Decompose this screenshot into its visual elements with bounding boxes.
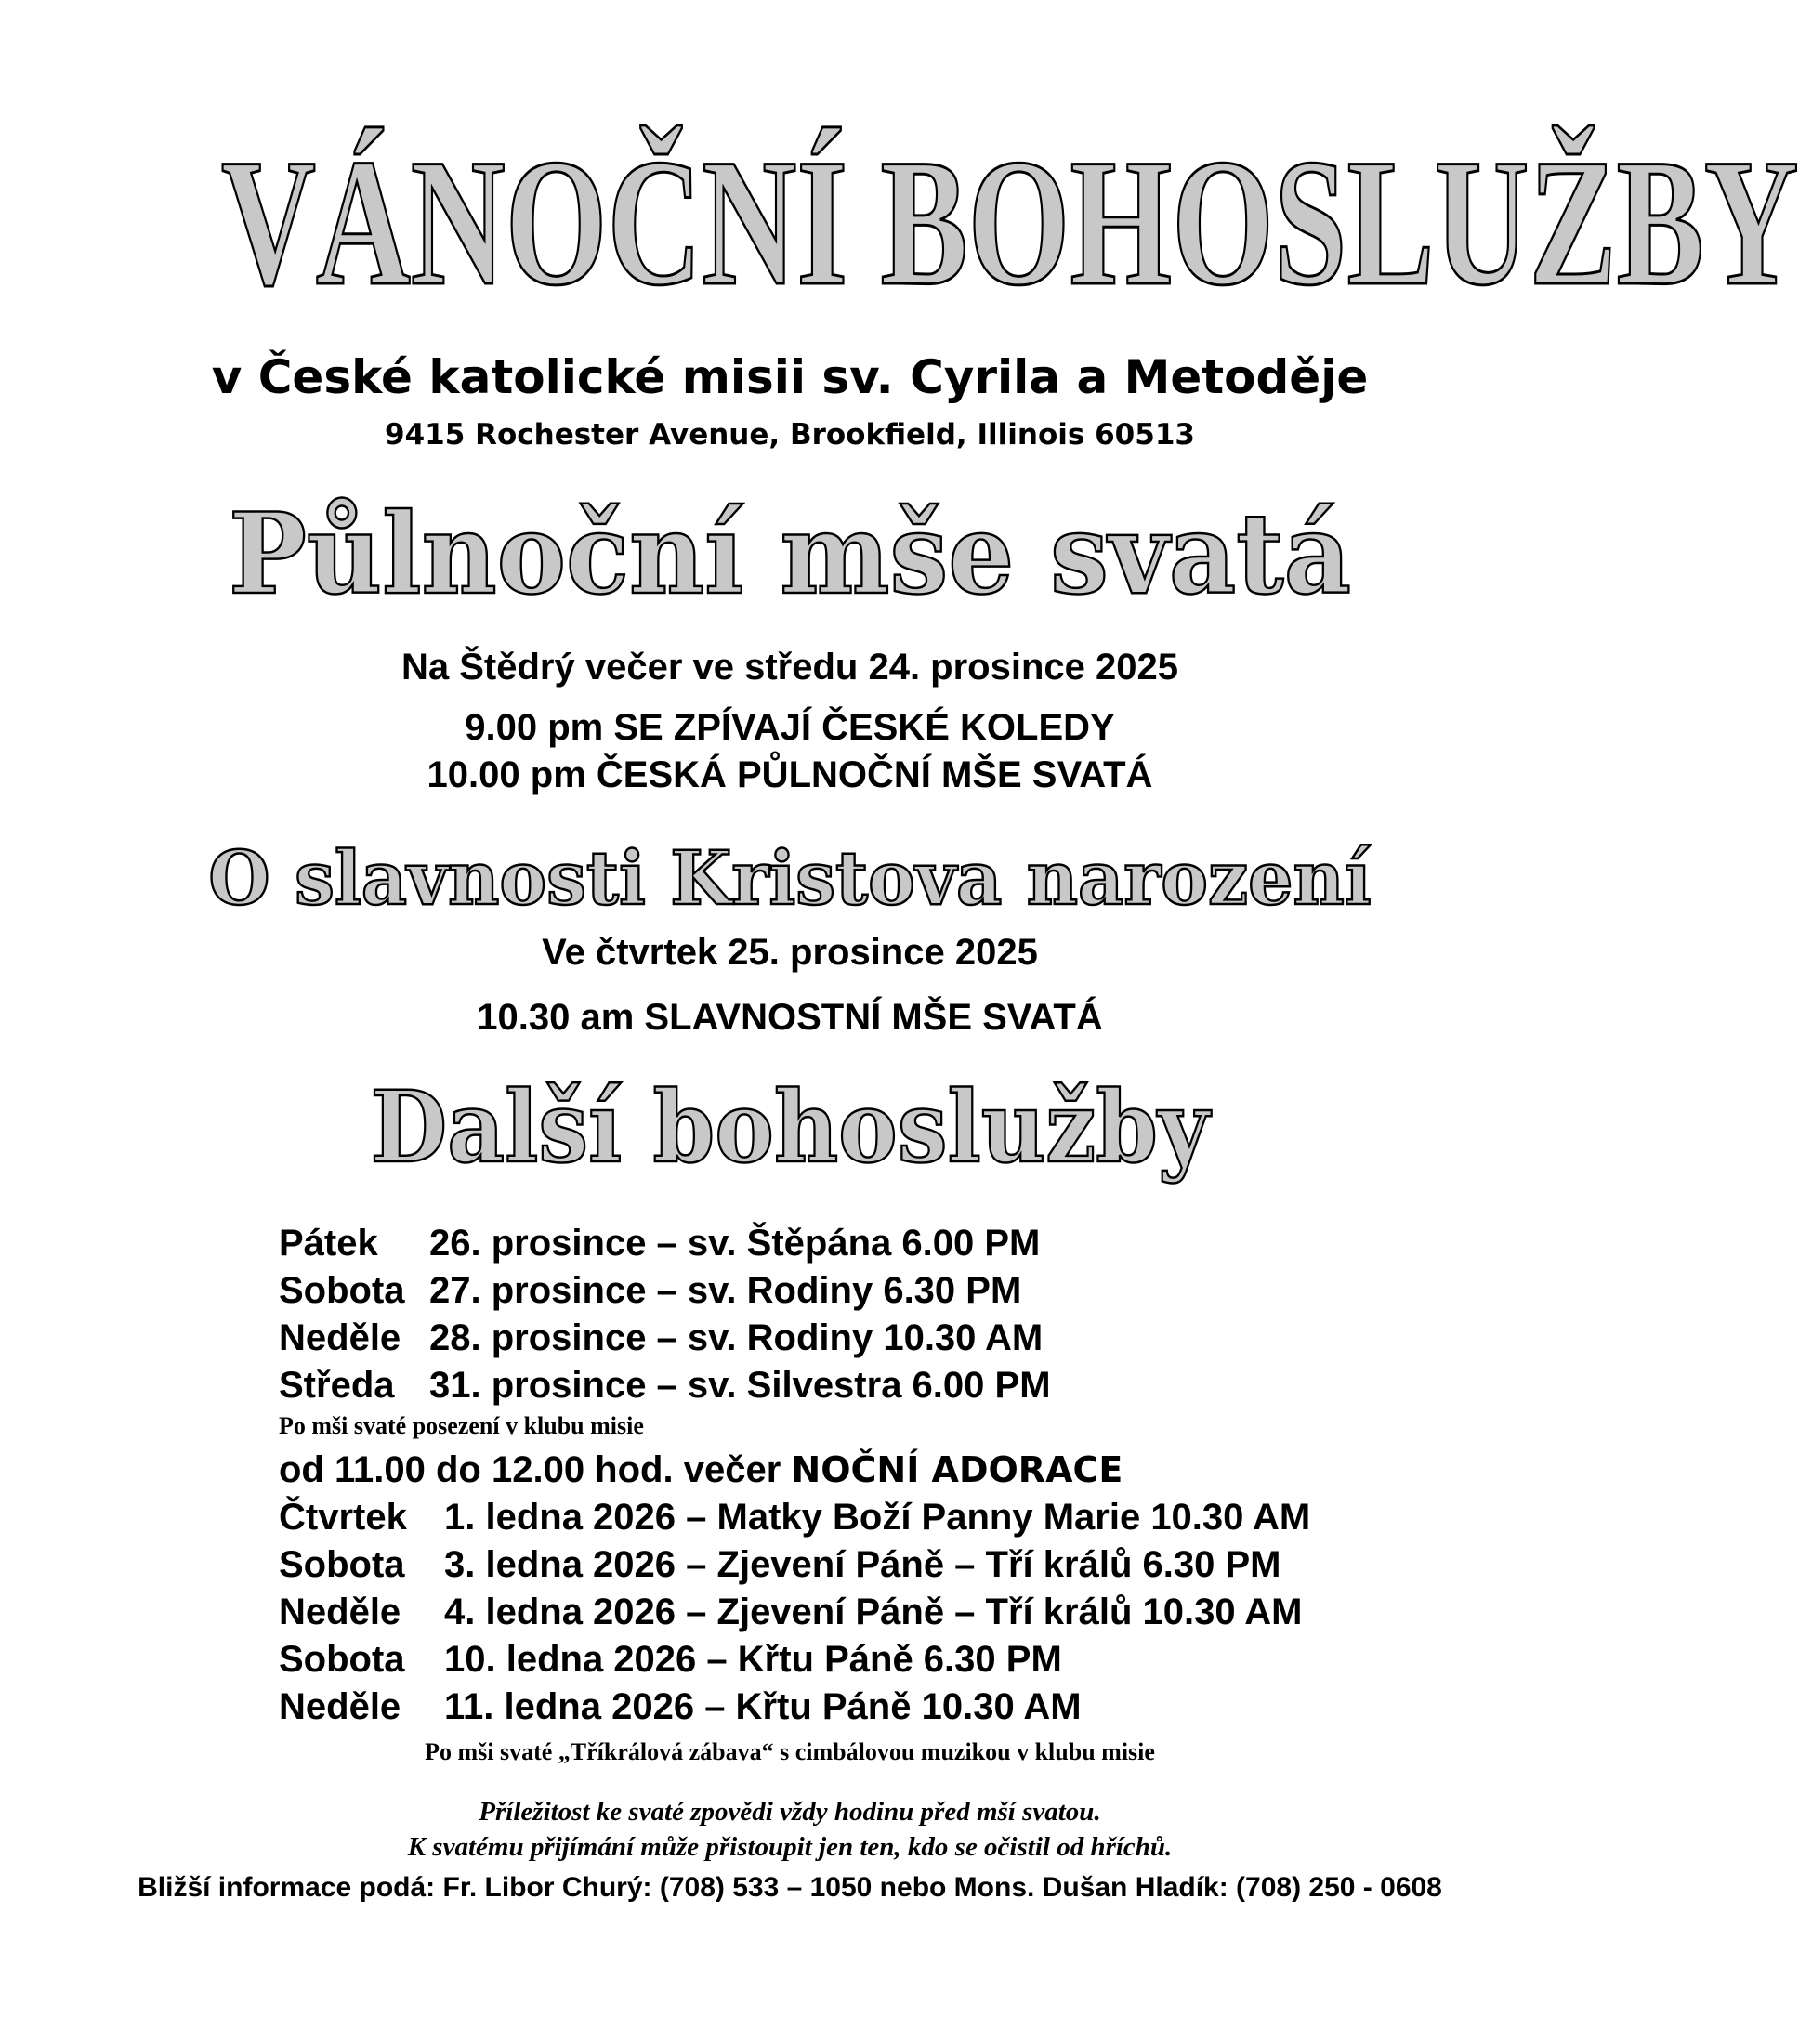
adoration-time: od 11.00 do 12.00 hod. večer (279, 1449, 781, 1490)
service-day: Neděle (279, 1317, 401, 1358)
service-detail: 27. prosince – sv. Rodiny 6.30 PM (429, 1270, 1022, 1311)
christmas-heading: O slavnosti Kristova narození (208, 834, 1372, 922)
adoration-row (279, 1447, 1487, 1494)
epiphany-party-note: Po mši svaté „Tříkrálová zábava“ s cimbálovou muzikou v klubu misie (425, 1738, 1155, 1765)
service-row (279, 1494, 1487, 1541)
service-day: Sobota (279, 1544, 405, 1585)
service-row (279, 1636, 1487, 1684)
contact-footer: Bližší informace podá: Fr. Libor Churý: (708) 533 – 1050 nebo Mons. Dušan Hladík: (708) 250 - 0608 (138, 1872, 1442, 1903)
adoration-label: NOČNÍ ADORACE (791, 1449, 1123, 1490)
service-day: Čtvrtek (279, 1497, 407, 1538)
service-day: Neděle (279, 1686, 401, 1727)
service-row (279, 1220, 1487, 1267)
service-day: Sobota (279, 1270, 405, 1311)
service-row (279, 1589, 1487, 1636)
service-day: Neděle (279, 1592, 401, 1632)
services-schedule (279, 1220, 1487, 1731)
service-day: Pátek (279, 1223, 378, 1264)
service-day: Sobota (279, 1639, 405, 1680)
service-row (279, 1315, 1487, 1362)
service-detail: 1. ledna 2026 – Matky Boží Panny Marie 10.30 AM (444, 1497, 1311, 1538)
silvestr-note: Po mši svaté posezení v klubu misie (279, 1412, 644, 1439)
confession-note: Příležitost ke svaté zpovědi vždy hodinu před mší svatou. (479, 1797, 1101, 1827)
christmas-date: Ve čtvrtek 25. prosince 2025 (542, 932, 1038, 973)
service-detail: 4. ledna 2026 – Zjevení Páně – Tří králů 10.30 AM (444, 1592, 1303, 1632)
service-row (279, 1267, 1487, 1315)
service-detail: 26. prosince – sv. Štěpána 6.00 PM (429, 1223, 1041, 1264)
midnight-date: Na Štědrý večer ve středu 24. prosince 2025 (401, 647, 1178, 688)
service-detail: 10. ledna 2026 – Křtu Páně 6.30 PM (444, 1639, 1062, 1680)
mission-subtitle: v České katolické misii sv. Cyrila a Metoděje (211, 350, 1369, 404)
service-row (279, 1541, 1487, 1589)
more-services-heading: Další bohoslužby (370, 1068, 1210, 1185)
service-row (279, 1362, 1487, 1409)
service-detail: 28. prosince – sv. Rodiny 10.30 AM (429, 1317, 1044, 1358)
main-title: VÁNOČNÍ BOHOSLUŽBY (221, 122, 1799, 323)
communion-note: K svatému přijímání může přistoupit jen ten, kdo se očistil od hříchů. (407, 1832, 1173, 1862)
service-detail: 11. ledna 2026 – Křtu Páně 10.30 AM (444, 1686, 1082, 1727)
midnight-mass-heading: Půlnoční mše svatá (229, 489, 1351, 620)
service-row (279, 1684, 1487, 1731)
service-detail: 3. ledna 2026 – Zjevení Páně – Tří králů 6.30 PM (444, 1544, 1281, 1585)
christmas-mass-line: 10.30 am SLAVNOSTNÍ MŠE SVATÁ (477, 997, 1103, 1038)
midnight-mass-line: 10.00 pm ČESKÁ PŮLNOČNÍ MŠE SVATÁ (427, 754, 1153, 795)
mission-address: 9415 Rochester Avenue, Brookfield, Illinois 60513 (385, 418, 1195, 452)
service-day: Středa (279, 1365, 395, 1406)
midnight-carols-line: 9.00 pm SE ZPÍVAJÍ ČESKÉ KOLEDY (465, 707, 1115, 748)
service-detail: 31. prosince – sv. Silvestra 6.00 PM (429, 1365, 1051, 1406)
